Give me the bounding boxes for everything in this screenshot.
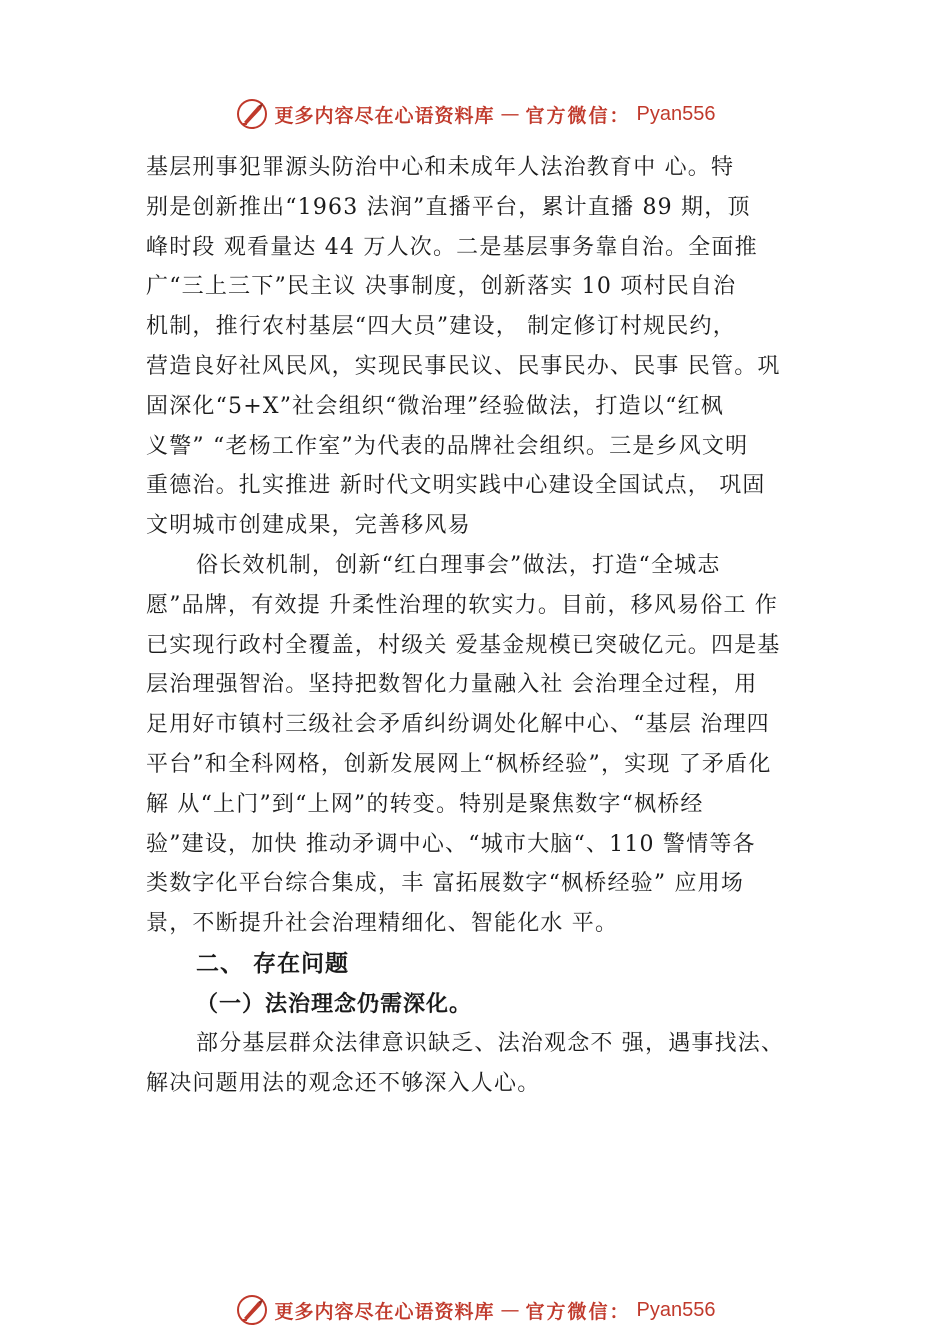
quill-logo-icon [235, 97, 269, 131]
text-line: 验”建设，加快 推动矛调中心、“城市大脑“、110 警情等各 [146, 831, 756, 857]
text-line: 广“三上三下”民主议 决事制度，创新落实 10 项村民自治 [146, 274, 737, 300]
paragraph-1 [146, 148, 836, 546]
text-line: 固深化“5+X”社会组织“微治理”经验做法，打造以“红枫 [146, 393, 724, 419]
text-line: 重德治。扎实推进 新时代文明实践中心建设全国试点， 巩固 [146, 473, 766, 499]
text-line: 营造良好社风民风，实现民事民议、民事民办、民事 民管。巩 [146, 353, 781, 379]
text-line: 俗长效机制，创新“红白理事会”做法，打造“全城志 [196, 552, 721, 578]
text-line: 景，不断提升社会治理精细化、智能化水 平。 [146, 911, 619, 937]
text-line: 机制，推行农村基层“四大员”建设， 制定修订村规民约， [146, 314, 736, 340]
text-line: 部分基层群众法律意识缺乏、法治观念不 强，遇事找法、 [196, 1030, 785, 1056]
banner-dash: — [500, 1299, 520, 1321]
paragraph-3 [146, 1024, 836, 1104]
text-line: 义警” “老杨工作室”为代表的品牌社会组织。三是乡风文明 [146, 433, 749, 459]
text-line: 基层刑事犯罪源头防治中心和未成年人法治教育中 心。特 [146, 155, 735, 180]
text-line: 别是创新推出“1963 法润”直播平台，累计直播 89 期，顶 [146, 194, 751, 220]
wechat-label: 官方微信： [525, 104, 631, 127]
document-body [146, 148, 836, 1104]
text-line: 解决问题用法的观念还不够深入人心。 [146, 1070, 541, 1096]
text-line: 平台”和全科网格，创新发展网上“枫桥经验”，实现 了矛盾化 [146, 751, 772, 777]
wechat-id: Pyan556 [636, 1298, 716, 1321]
text-line: 层治理强智治。坚持把数智化力量融入社 会治理全过程，用 [146, 672, 758, 698]
text-line: 足用好市镇村三级社会矛盾纠纷调处化解中心、“基层 治理四 [146, 712, 770, 738]
wechat-id: Pyan556 [636, 102, 716, 125]
text-line: 峰时段 观看量达 44 万人次。二是基层事务靠自治。全面推 [146, 234, 758, 260]
quill-logo-icon [235, 1293, 269, 1327]
footer-banner [0, 1290, 950, 1330]
paragraph-2 [146, 546, 836, 944]
section-heading: 二、 存在问题 [196, 950, 350, 977]
brand-text: 更多内容尽在心语资料库 [274, 1300, 495, 1323]
text-line: 已实现行政村全覆盖，村级关 爱基金规模已突破亿元。四是基 [146, 632, 781, 658]
text-line: 解 从“上门”到“上网”的转变。特别是聚焦数字“枫桥经 [146, 791, 704, 817]
text-line: 类数字化平台综合集成，丰 富拓展数字“枫桥经验” 应用场 [146, 871, 745, 897]
wechat-label: 官方微信： [525, 1300, 631, 1323]
text-line: 文明城市创建成果，完善移风易 [146, 513, 471, 539]
text-line: 愿”品牌，有效提 升柔性治理的软实力。目前，移风易俗工 作 [146, 592, 779, 618]
header-banner [0, 94, 950, 134]
banner-dash: — [500, 103, 520, 125]
subsection-heading: （一）法治理念仍需深化。 [196, 990, 473, 1017]
brand-text: 更多内容尽在心语资料库 [274, 104, 495, 127]
